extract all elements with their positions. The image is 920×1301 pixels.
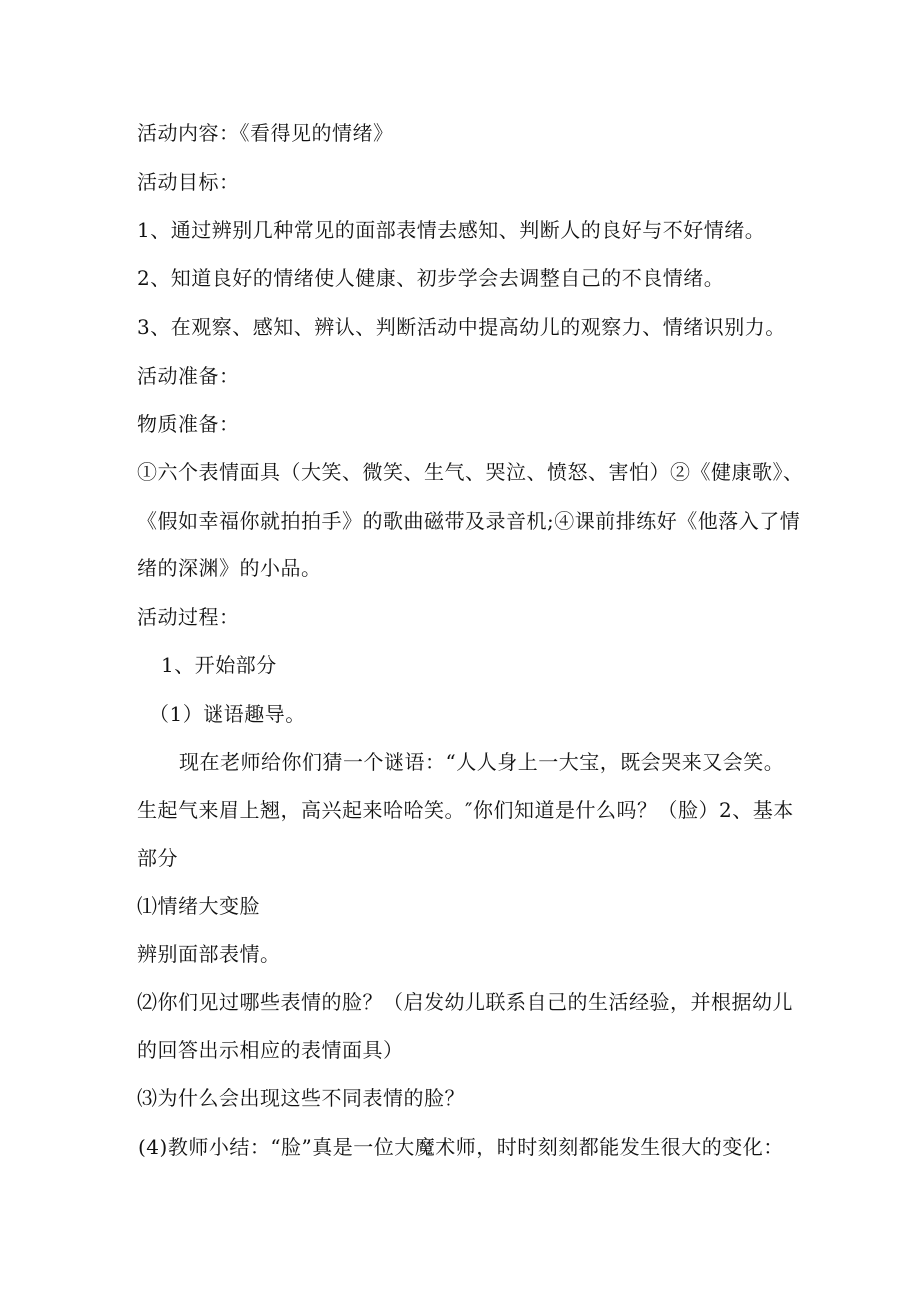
materials-line-3: 绪的深渊》的小品。: [137, 556, 322, 580]
question-2-line-1: ⑵你们见过哪些表情的脸？（启发幼儿联系自己的生活经验，并根据幼儿: [137, 990, 793, 1014]
distinguish-expressions-line: 辨别面部表情。: [137, 942, 281, 966]
riddle-paragraph-line-3: 部分: [137, 846, 178, 870]
activity-process-heading: 活动过程：: [137, 605, 240, 629]
teacher-summary-line: (4)教师小结：“脸”真是一位大魔术师，时时刻刻都能发生很大的变化：: [138, 1135, 784, 1159]
goal-3-line: 3、在观察、感知、辨认、判断活动中提高幼儿的观察力、情绪识别力。: [137, 315, 786, 339]
riddle-paragraph-line-1: 现在老师给你们猜一个谜语：“人人身上一大宝，既会哭来又会笑。: [179, 750, 785, 774]
goal-2-line: 2、知道良好的情绪使人健康、初步学会去调整自己的不良情绪。: [137, 266, 725, 290]
material-preparation-heading: 物质准备：: [137, 412, 240, 436]
riddle-paragraph-line-2: 生起气来眉上翘，高兴起来哈哈笑。″你们知道是什么吗？（脸）2、基本: [137, 798, 794, 822]
goal-1-line: 1、通过辨别几种常见的面部表情去感知、判断人的良好与不好情绪。: [137, 218, 766, 242]
materials-line-1: ①六个表情面具（大笑、微笑、生气、哭泣、愤怒、害怕）②《健康歌》、: [137, 460, 804, 484]
riddle-subheading: （1）谜语趣导。: [149, 702, 306, 726]
question-3-line: ⑶为什么会出现这些不同表情的脸？: [137, 1086, 465, 1110]
question-2-line-2: 的回答出示相应的表情面具）: [137, 1038, 404, 1062]
start-section-heading: 1、开始部分: [161, 653, 277, 677]
activity-preparation-heading: 活动准备：: [137, 364, 240, 388]
activity-goals-heading: 活动目标：: [137, 170, 240, 194]
activity-content-line: 活动内容：《看得见的情绪》: [137, 121, 394, 145]
emotion-change-heading: ⑴情绪大变脸: [137, 894, 260, 918]
materials-line-2: 《假如幸福你就拍拍手》的歌曲磁带及录音机;④课前排练好《他落入了情: [137, 509, 801, 533]
